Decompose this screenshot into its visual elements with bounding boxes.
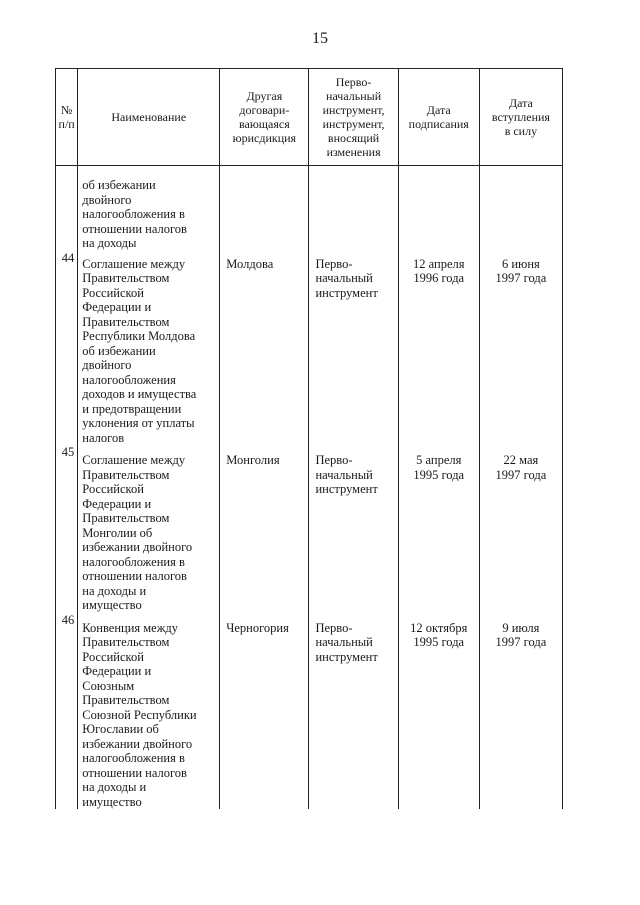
table-body <box>56 166 563 810</box>
cell-signed: 12 октября 1995 года <box>398 613 479 810</box>
header-name: Наименование <box>78 69 220 166</box>
header-row <box>56 69 563 166</box>
cell-instrument: Перво- начальный инструмент <box>309 251 398 446</box>
table-row-continuation <box>56 166 563 251</box>
header-instrument: Перво- начальный инструмент, инструмент, вносящий изменения <box>309 69 398 166</box>
header-num: № п/п <box>56 69 78 166</box>
treaty-table <box>55 68 563 809</box>
table-row <box>56 251 563 446</box>
cell-instrument <box>309 166 398 251</box>
cell-num: 46 <box>56 613 78 810</box>
cell-jurisdiction <box>220 166 309 251</box>
header-jurisdiction: Другая договари- вающаяся юрисдикция <box>220 69 309 166</box>
header-signed: Дата подписания <box>398 69 479 166</box>
header-in-force: Дата вступления в силу <box>479 69 562 166</box>
table-row <box>56 445 563 613</box>
page-number: 15 <box>312 30 328 47</box>
cell-name: Соглашение между Правительством Российской Федерации и Правительством Республики Молдова об избежании двойного налогообложения доходов и имущества и предотвращении уклонения от уплаты налогов <box>78 251 220 446</box>
cell-signed <box>398 166 479 251</box>
cell-in-force: 6 июня 1997 года <box>479 251 562 446</box>
cell-in-force <box>479 166 562 251</box>
cell-signed: 5 апреля 1995 года <box>398 445 479 613</box>
cell-in-force: 9 июля 1997 года <box>479 613 562 810</box>
cell-signed: 12 апреля 1996 года <box>398 251 479 446</box>
cell-name: об избежании двойного налогообложения в отношении налогов на доходы <box>78 166 220 251</box>
cell-num <box>56 166 78 251</box>
cell-name: Соглашение между Правительством Российской Федерации и Правительством Монголии об избежании двойного налогообложения в отношении налогов на доходы и имущество <box>78 445 220 613</box>
table-row <box>56 613 563 810</box>
cell-name: Конвенция между Правительством Российской Федерации и Союзным Правительством Союзной Республики Югославии об избежании двойного налогообложения в отношении налогов на доходы и имущество <box>78 613 220 810</box>
cell-instrument: Перво- начальный инструмент <box>309 445 398 613</box>
cell-num: 45 <box>56 445 78 613</box>
cell-in-force: 22 мая 1997 года <box>479 445 562 613</box>
cell-jurisdiction: Монголия <box>220 445 309 613</box>
cell-instrument: Перво- начальный инструмент <box>309 613 398 810</box>
cell-jurisdiction: Молдова <box>220 251 309 446</box>
cell-jurisdiction: Черногория <box>220 613 309 810</box>
table-header <box>56 69 563 166</box>
cell-num: 44 <box>56 251 78 446</box>
